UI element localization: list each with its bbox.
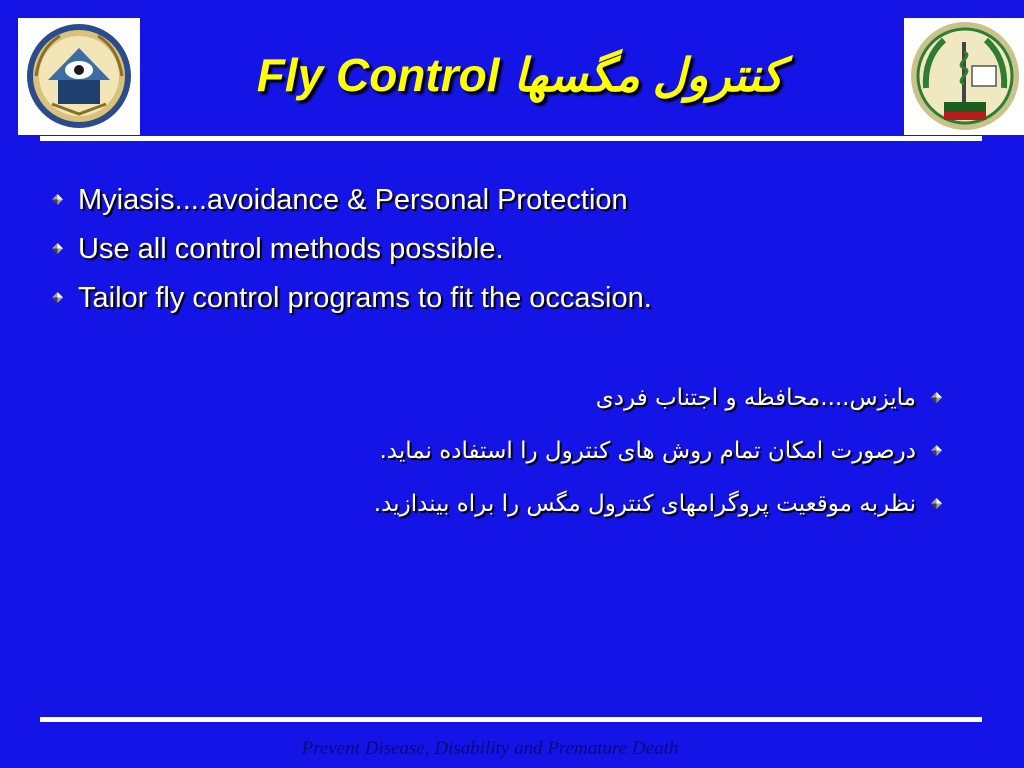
english-bullet-text: Use all control methods possible.	[78, 233, 504, 265]
english-bullet-list	[52, 180, 952, 327]
slide-title	[150, 40, 890, 110]
dari-bullet-text: مایزس....محافظه و اجتناب فردی	[595, 385, 916, 411]
diamond-bullet-icon	[931, 498, 942, 509]
bottom-divider	[40, 717, 982, 722]
dari-bullet-item	[242, 484, 942, 537]
english-bullet-text: Myiasis....avoidance & Personal Protection	[78, 184, 628, 216]
english-bullet-item	[52, 278, 952, 327]
footer-motto: Prevent Disease, Disability and Premature Death	[301, 738, 679, 759]
diamond-bullet-icon	[931, 445, 942, 456]
ministry-emblem-icon	[18, 18, 140, 135]
top-divider	[40, 136, 982, 141]
slide-title-dari: کنترول مگسها	[513, 49, 784, 101]
english-bullet-item	[52, 229, 952, 278]
diamond-bullet-icon	[931, 392, 942, 403]
diamond-bullet-icon	[52, 243, 63, 254]
english-bullet-text: Tailor fly control programs to fit the occasion.	[78, 282, 652, 314]
dari-bullet-text: درصورت امکان تمام روش های کنترول را استفاده نماید.	[379, 438, 916, 464]
english-bullet-item	[52, 180, 952, 229]
medical-institute-seal-logo	[904, 18, 1024, 135]
dari-bullet-item	[242, 378, 942, 431]
ministry-emblem-logo	[18, 18, 140, 135]
diamond-bullet-icon	[52, 194, 63, 205]
dari-bullet-list	[242, 378, 942, 537]
diamond-bullet-icon	[52, 292, 63, 303]
slide-title-english: Fly Control	[256, 49, 500, 101]
medical-institute-seal-icon	[904, 18, 1024, 135]
dari-bullet-text: نظربه موقعیت پروگرامهای کنترول مگس را براه بیندازید.	[373, 491, 916, 517]
dari-bullet-item	[242, 431, 942, 484]
